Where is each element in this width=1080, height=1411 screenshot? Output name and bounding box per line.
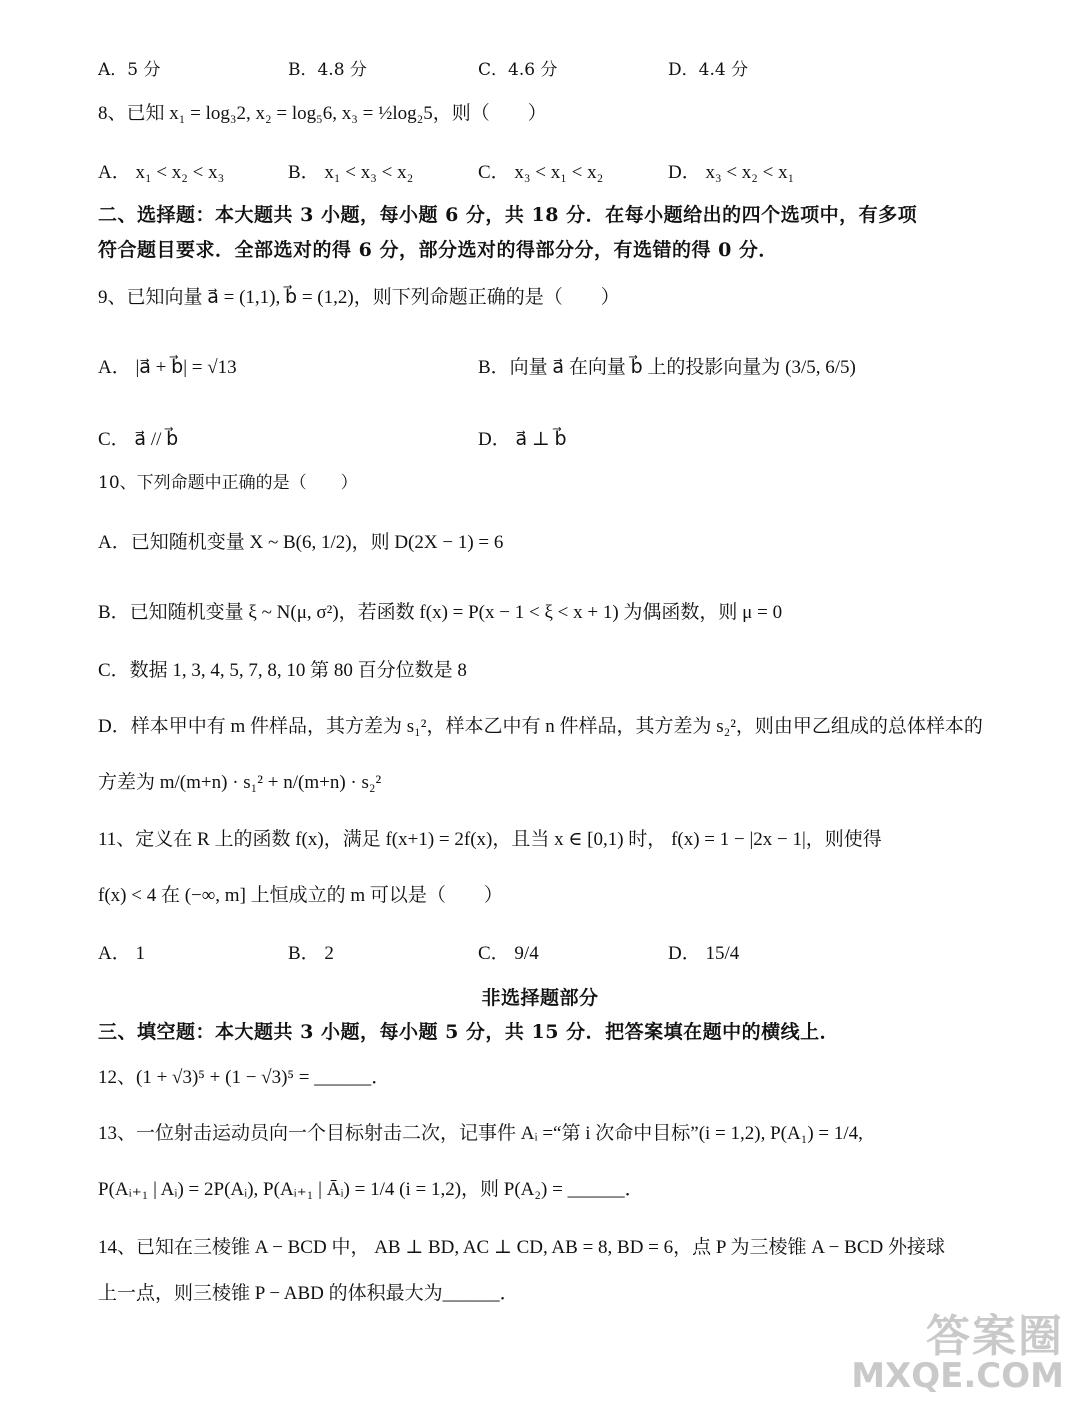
watermark-url: MXQE.COM (851, 1356, 1064, 1396)
q11-option-a: A． 1 (98, 943, 145, 964)
section2-heading-line2: 符合题目要求．全部选对的得 6 分，部分选对的得部分分，有选错的得 0 分． (98, 239, 778, 261)
q10-stem: 10、下列命题中正确的是（ ） (98, 473, 358, 493)
q8-option-a: A． x₁ < x₂ < x₃ (98, 162, 225, 183)
q10-option-d-line2: 方差为 m/(m+n) · s₁² + n/(m+n) · s₂² (98, 772, 382, 793)
q8-stem: 8、已知 x₁ = log₃2, x₂ = log₅6, x₃ = ½log₂5，则（ ） (98, 103, 547, 124)
q10-option-a: A．已知随机变量 X ~ B(6, 1/2)，则 D(2X − 1) = 6 (98, 532, 504, 553)
q13-line2: P(Aᵢ₊₁ | Aᵢ) = 2P(Aᵢ), P(Aᵢ₊₁ | Āᵢ) = 1/4 (i = 1,2)，则 P(A₂) = ______． (98, 1179, 644, 1200)
q11-option-c: C． 9/4 (478, 943, 539, 964)
q9-option-b: B．向量 a⃗ 在向量 b⃗ 上的投影向量为 (3/5, 6/5) (478, 357, 856, 378)
q7-option-c: C．4.6 分 (478, 60, 558, 80)
q8-option-d: D． x₃ < x₂ < x₁ (668, 162, 795, 183)
q9-stem: 9、已知向量 a⃗ = (1,1), b⃗ = (1,2)，则下列命题正确的是（ ） (98, 287, 620, 308)
watermark-logo: 答案圈 (926, 1311, 1064, 1362)
q13-line1: 13、一位射击运动员向一个目标射击二次，记事件 Aᵢ =“第 i 次命中目标”(i = 1,2), P(A₁) = 1/4, (98, 1123, 863, 1144)
q9-option-c: C． a⃗ // b⃗ (98, 429, 179, 450)
q8-option-b: B． x₁ < x₃ < x₂ (288, 162, 414, 183)
q10-option-d-line1: D．样本甲中有 m 件样品，其方差为 s₁²，样本乙中有 n 件样品，其方差为 s₂²，则由甲乙组成的总体样本的 (98, 716, 983, 737)
q11-stem-line1: 11、定义在 R 上的函数 f(x)，满足 f(x+1) = 2f(x)，且当 x ∈ [0,1) 时， f(x) = 1 − |2x − 1|，则使得 (98, 829, 882, 850)
section2-heading-line1: 二、选择题：本大题共 3 小题，每小题 6 分，共 18 分．在每小题给出的四个选项中，有多项 (98, 204, 918, 226)
part-title: 非选择题部分 (481, 987, 599, 1009)
q9-option-d: D． a⃗ ⊥ b⃗ (478, 429, 567, 450)
q11-option-b: B． 2 (288, 943, 334, 964)
q8-option-c: C． x₃ < x₁ < x₂ (478, 162, 604, 183)
q10-option-c: C．数据 1, 3, 4, 5, 7, 8, 10 第 80 百分位数是 8 (98, 660, 467, 681)
q14-line2: 上一点，则三棱锥 P − ABD 的体积最大为______． (98, 1283, 519, 1304)
q11-stem-line2: f(x) < 4 在 (−∞, m] 上恒成立的 m 可以是（ ） (98, 885, 503, 906)
q7-option-d: D．4.4 分 (668, 60, 749, 80)
q14-line1: 14、已知在三棱锥 A − BCD 中， AB ⊥ BD, AC ⊥ CD, AB = 8, BD = 6，点 P 为三棱锥 A − BCD 外接球 (98, 1237, 945, 1258)
q10-option-b: B．已知随机变量 ξ ~ N(μ, σ²)，若函数 f(x) = P(x − 1 < ξ < x + 1) 为偶函数，则 μ = 0 (98, 602, 783, 623)
q12-stem: 12、(1 + √3)⁵ + (1 − √3)⁵ = ______． (98, 1067, 391, 1088)
q7-option-b: B．4.8 分 (288, 60, 367, 80)
q7-option-a: A．5 分 (98, 60, 161, 80)
section3-heading: 三、填空题：本大题共 3 小题，每小题 5 分，共 15 分．把答案填在题中的横线上． (98, 1021, 840, 1043)
q9-option-a: A． |a⃗ + b⃗| = √13 (98, 357, 237, 378)
q11-option-d: D． 15/4 (668, 943, 740, 964)
